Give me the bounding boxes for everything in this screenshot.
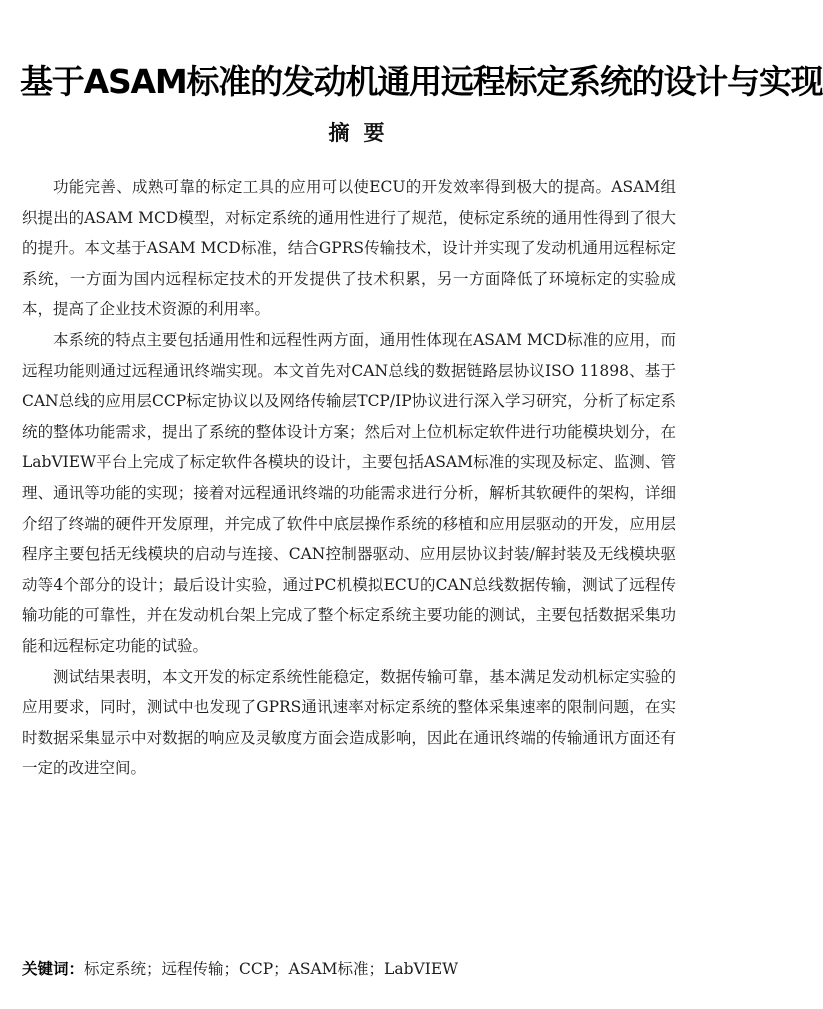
abstract-paragraph-1: 功能完善、成熟可靠的标定工具的应用可以使ECU的开发效率得到极大的提高。ASAM组织提出的ASAM MCD模型，对标定系统的通用性进行了规范，使标定系统的通用性得到了很大的提升。本文基于ASAM MCD标准，结合GPRS传输技术，设计并实现了发动机通用远程标定系统，一方面为国内远程标定技术的开发提供了技术积累，另一方面降低了环境标定的实验成本，提高了企业技术资源的利用率。: [22, 178, 676, 319]
keywords-list: 标定系统；远程传输；CCP；ASAM标准；LabVIEW: [84, 960, 459, 978]
abstract-paragraph-2: 本系统的特点主要包括通用性和远程性两方面，通用性体现在ASAM MCD标准的应用，而远程功能则通过远程通讯终端实现。本文首先对CAN总线的数据链路层协议ISO 11898、基于CAN总线的应用层CCP标定协议以及网络传输层TCP/IP协议进行深入学习研究，分析了标定系统的整体功能需求，提出了系统的整体设计方案；然后对上位机标定软件进行功能模块划分，在LabVIEW平台上完成了标定软件各模块的设计，主要包括ASAM标准的实现及标定、监测、管理、通讯等功能的实现；接着对远程通讯终端的功能需求进行分析，解析其软硬件的架构，详细介绍了终端的硬件开发原理，并完成了软件中底层操作系统的移植和应用层驱动的开发，应用层程序主要包括无线模块的启动与连接、CAN控制器驱动、应用层协议封装/解封装及无线模块驱动等4个部分的设计；最后设计实验，通过PC机模拟ECU的CAN总线数据传输，测试了远程传输功能的可靠性，并在发动机台架上完成了整个标定系统主要功能的测试，主要包括数据采集功能和远程标定功能的试验。: [22, 330, 676, 655]
keywords-label: 关键词：: [22, 960, 85, 978]
keywords-line: [22, 954, 676, 984]
abstract-paragraph-3: 测试结果表明，本文开发的标定系统性能稳定，数据传输可靠，基本满足发动机标定实验的应用要求，同时，测试中也发现了GPRS通讯速率对标定系统的整体采集速率的限制问题，在实时数据采集显示中对数据的响应及灵敏度方面会造成影响，因此在通讯终端的传输通讯方面还有一定的改进空间。: [22, 667, 676, 778]
document-title: 基于ASAM标准的发动机通用远程标定系统的设计与实现: [20, 62, 823, 102]
abstract-heading: 摘要: [328, 120, 399, 145]
abstract-body: [22, 172, 676, 784]
